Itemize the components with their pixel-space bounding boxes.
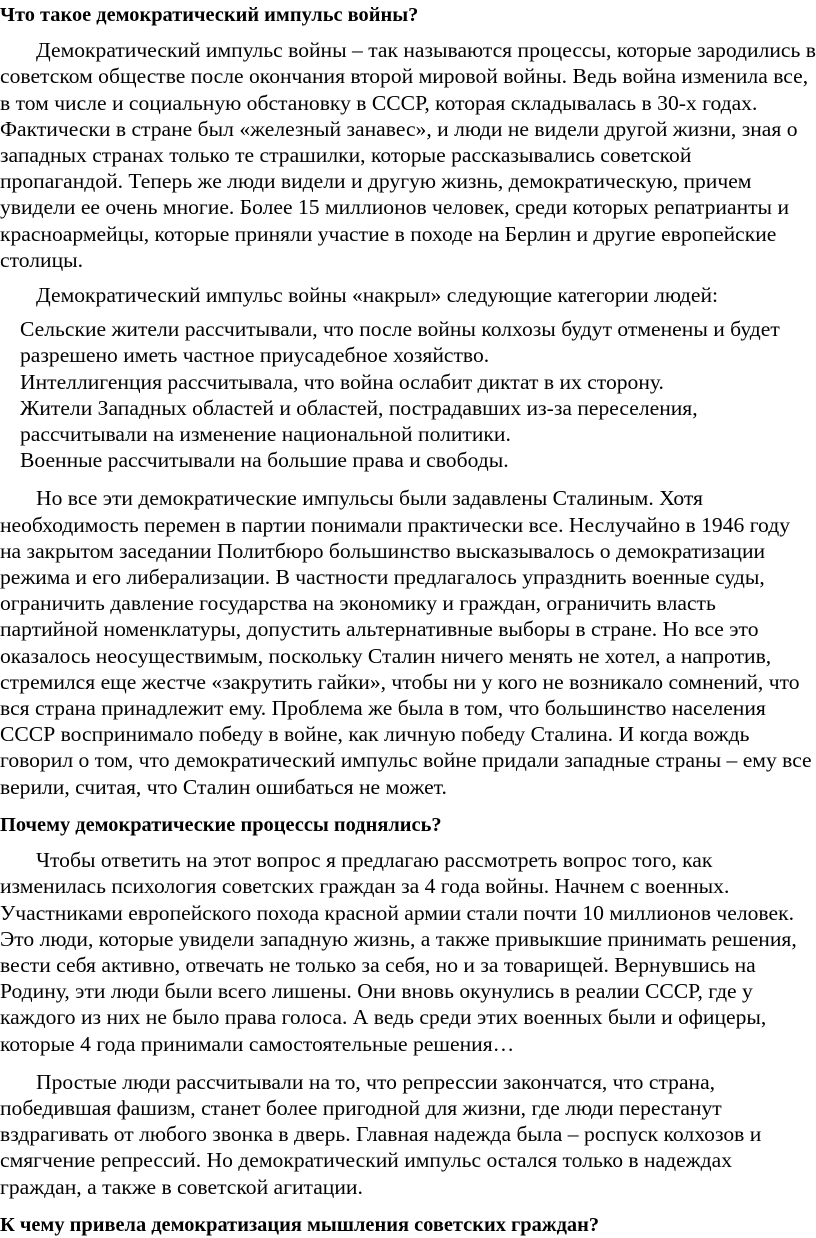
paragraph-intro: Демократический импульс войны – так называются процессы, которые зародились в советском обществе после окончания второй мировой войны. Ведь война изменила все, в том числе и социальную обстановку в СССР, которая складывалась в 30-х годах. Фактически в стране был «железный занавес», и люди не видели другой жизни, зная о западных странах только те страшилки, которые рассказывались советской пропагандой. Теперь же люди видели и другую жизнь, демократическую, причем увидели ее очень многие. Более 15 миллионов человек, среди которых репатрианты и красноармейцы, которые приняли участие в походе на Берлин и другие европейские столицы. bbox=[0, 38, 816, 272]
paragraph-categories-intro: Демократический импульс войны «накрыл» следующие категории людей: bbox=[36, 283, 719, 308]
list-item: Интеллигенция рассчитывала, что война ослабит диктат в их сторону. bbox=[20, 369, 664, 394]
categories-list bbox=[20, 316, 816, 473]
list-item: Жители Западных областей и областей, пострадавших из-за переселения, рассчитывали на изменение национальной политики. bbox=[20, 395, 698, 447]
list-item: Военные рассчитывали на большие права и свободы. bbox=[20, 448, 509, 473]
heading-why-processes-rose: Почему демократические процессы поднялись? bbox=[0, 813, 442, 836]
heading-what-is-impulse: Что такое демократический импульс войны? bbox=[0, 4, 419, 26]
paragraph-ordinary-people: Простые люди рассчитывали на то, что репрессии закончатся, что страна, победившая фашизм, станет более пригодной для жизни, где люди перестанут вздрагивать от любого звонка в дверь. Главная надежда была – роспуск колхозов и смягчение репрессий. Но демократический импульс остался только в надеждах граждан, а также в советской агитации. bbox=[0, 1069, 762, 1199]
heading-what-led-to: К чему привела демократизация мышления советских граждан? bbox=[0, 1213, 600, 1236]
paragraph-suppressed: Но все эти демократические импульсы были задавлены Сталиным. Хотя необходимость перемен в партии понимали практически все. Неслучайно в 1946 году на закрытом заседании Политбюро большинство высказывалось о демократизации режима и его либерализации. В частности предлагалось упразднить военные суды, ограничить давление государства на экономику и граждан, ограничить власть партийной номенклатуры, допустить альтернативные выборы в стране. Но все это оказалось неосуществимым, поскольку Сталин ничего менять не хотел, а напротив, стремился еще жестче «закрутить гайки», чтобы ни у кого не возникало сомнений, что вся страна принадлежит ему. Проблема же была в том, что большинство населения СССР воспринимало победу в войне, как личную победу Сталина. И когда вождь говорил о том, что демократический импульс войне придали западные страны – ему все верили, считая, что Сталин ошибаться не может. bbox=[0, 486, 812, 799]
list-item: Сельские жители рассчитывали, что после войны колхозы будут отменены и будет разрешено иметь частное приусадебное хозяйство. bbox=[20, 317, 780, 368]
paragraph-psychology: Чтобы ответить на этот вопрос я предлагаю рассмотреть вопрос того, как изменилась психология советских граждан за 4 года войны. Начнем с военных. Участниками европейского похода красной армии стали почти 10 миллионов человек. Это люди, которые увидели западную жизнь, а также привыкшие принимать решения, вести себя активно, отвечать не только за себя, но и за товарищей. Вернувшись на Родину, эти люди были всего лишены. Они вновь окунулись в реалии СССР, где у каждого из них не было права голоса. А ведь среди этих военных были и офицеры, которые 4 года принимали самостоятельные решения… bbox=[0, 848, 797, 1056]
